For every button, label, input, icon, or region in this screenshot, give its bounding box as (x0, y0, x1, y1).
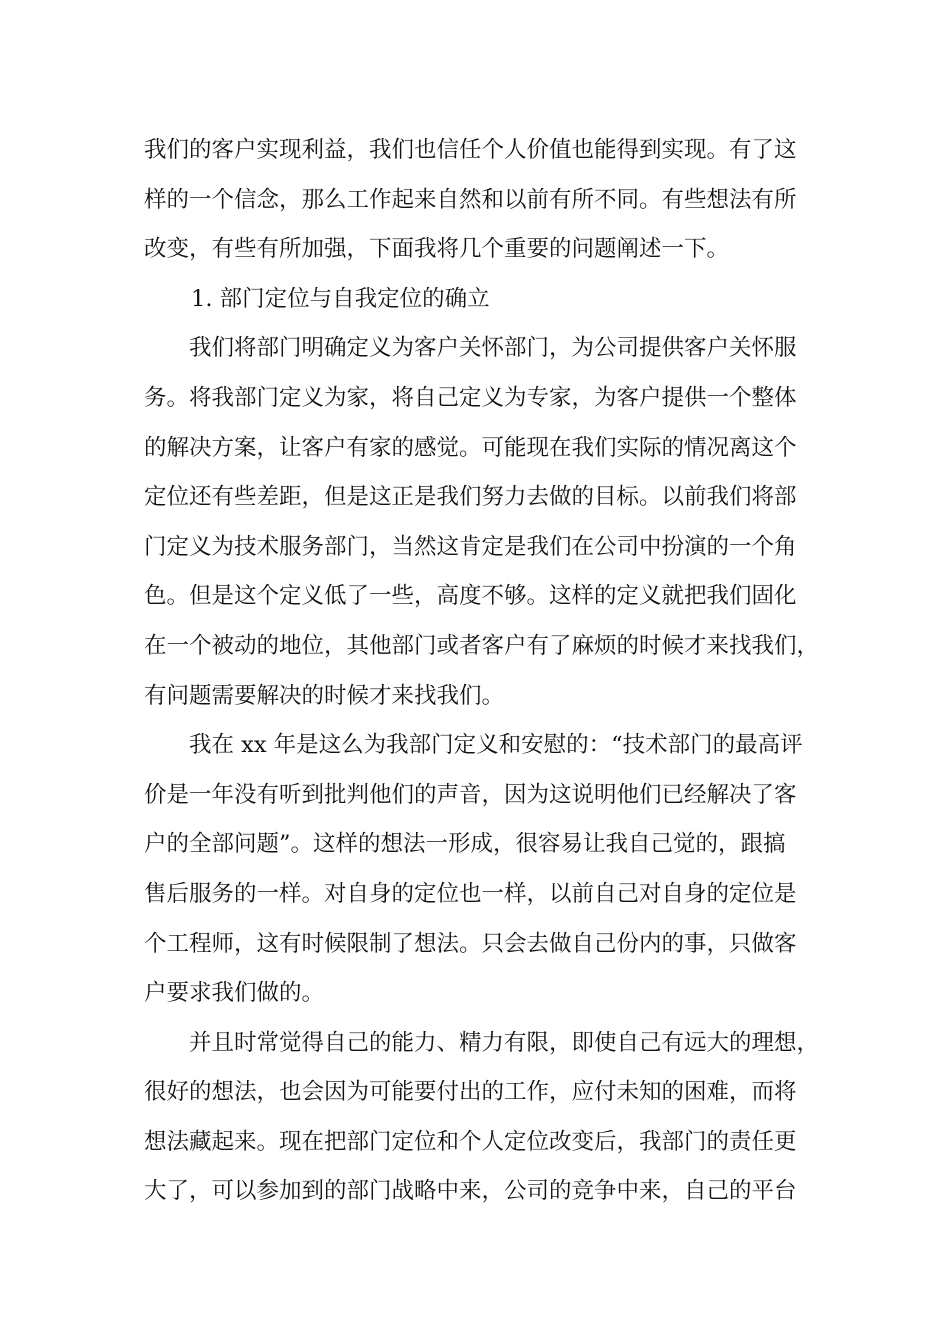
paragraph-line: 想法藏起来。现在把部门定位和个人定位改变后，我部门的责任更 (144, 1128, 797, 1155)
paragraph-line: 并且时常觉得自己的能力、精力有限，即使自己有远大的理想， (189, 1029, 820, 1056)
paragraph-line: 门定义为技术服务部门，当然这肯定是我们在公司中扮演的一个角 (144, 533, 797, 560)
paragraph-line: 定位还有些差距，但是这正是我们努力去做的目标。以前我们将部 (144, 484, 797, 511)
paragraph-line: 在一个被动的地位，其他部门或者客户有了麻烦的时候才来找我们， (144, 632, 820, 659)
paragraph-line: 的解决方案，让客户有家的感觉。可能现在我们实际的情况离这个 (144, 434, 797, 461)
paragraph-line: 户的全部问题”。这样的想法一形成，很容易让我自己觉的，跟搞 (144, 831, 786, 858)
paragraph-line: 很好的想法，也会因为可能要付出的工作，应付未知的困难，而将 (144, 1079, 797, 1106)
paragraph-line: 个工程师，这有时候限制了想法。只会去做自己份内的事，只做客 (144, 930, 797, 957)
paragraph-line: 我们将部门明确定义为客户关怀部门，为公司提供客户关怀服 (189, 335, 797, 362)
paragraph-line: 大了，可以参加到的部门战略中来，公司的竞争中来，自己的平台 (144, 1178, 797, 1205)
paragraph-line: 务。将我部门定义为家，将自己定义为专家，为客户提供一个整体 (144, 384, 797, 411)
paragraph-line: 色。但是这个定义低了一些，高度不够。这样的定义就把我们固化 (144, 583, 797, 610)
document-body (144, 126, 820, 1217)
paragraph-line: 改变，有些有所加强，下面我将几个重要的问题阐述一下。 (144, 236, 730, 263)
paragraph-line: 户要求我们做的。 (144, 980, 325, 1007)
paragraph-line: 售后服务的一样。对自身的定位也一样，以前自己对自身的定位是 (144, 880, 797, 907)
paragraph-line: 价是一年没有听到批判他们的声音，因为这说明他们已经解决了客 (144, 781, 797, 808)
paragraph-line: 有问题需要解决的时候才来找我们。 (144, 682, 505, 709)
section-heading: 1. 部门定位与自我定位的确立 (191, 285, 490, 312)
paragraph-line: 我在 xx 年是这么为我部门定义和安慰的：“技术部门的最高评 (189, 732, 803, 759)
paragraph-line: 我们的客户实现利益，我们也信任个人价值也能得到实现。有了这 (144, 137, 797, 163)
paragraph-line: 样的一个信念，那么工作起来自然和以前有所不同。有些想法有所 (144, 186, 797, 213)
